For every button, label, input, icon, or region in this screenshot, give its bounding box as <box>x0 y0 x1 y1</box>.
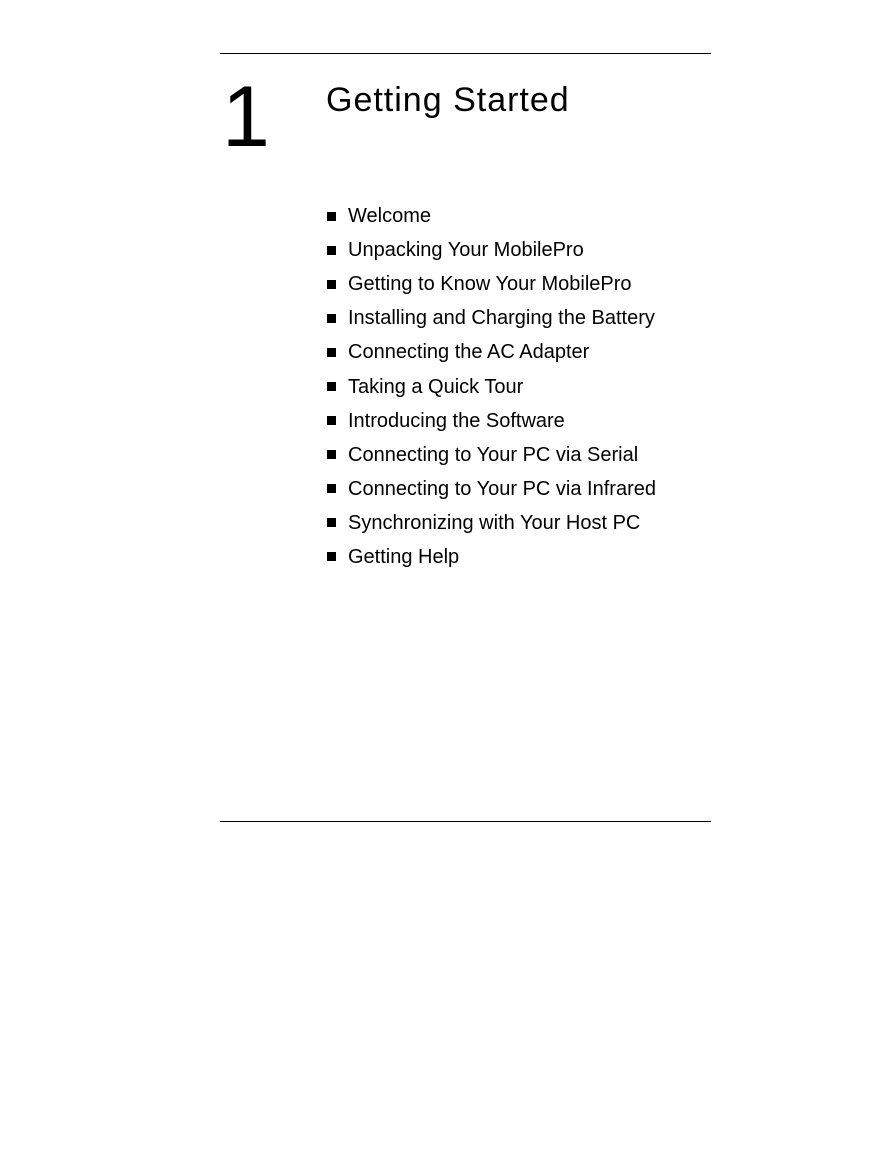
list-item <box>327 438 656 472</box>
topic-label: Getting to Know Your MobilePro <box>348 273 632 296</box>
bottom-rule <box>220 821 711 822</box>
list-item <box>327 540 656 574</box>
chapter-title: Getting Started <box>326 81 570 119</box>
square-bullet-icon <box>327 552 336 561</box>
topic-label: Welcome <box>348 205 431 228</box>
list-item <box>327 233 656 267</box>
topic-label: Connecting the AC Adapter <box>348 341 590 364</box>
square-bullet-icon <box>327 314 336 323</box>
topic-label: Getting Help <box>348 545 460 568</box>
square-bullet-icon <box>327 450 336 459</box>
square-bullet-icon <box>327 246 336 255</box>
topic-label: Installing and Charging the Battery <box>348 307 655 330</box>
topic-label: Connecting to Your PC via Serial <box>348 443 639 466</box>
square-bullet-icon <box>327 348 336 357</box>
list-item <box>327 369 656 403</box>
square-bullet-icon <box>327 518 336 527</box>
list-item <box>327 301 656 335</box>
topic-label: Introducing the Software <box>348 409 565 432</box>
chapter-topic-list <box>327 199 656 574</box>
square-bullet-icon <box>327 416 336 425</box>
topic-label: Taking a Quick Tour <box>348 375 524 398</box>
list-item <box>327 199 656 233</box>
top-rule <box>220 53 711 54</box>
topic-label: Unpacking Your MobilePro <box>348 239 584 262</box>
list-item <box>327 267 656 301</box>
topic-label: Connecting to Your PC via Infrared <box>348 477 656 500</box>
list-item <box>327 404 656 438</box>
square-bullet-icon <box>327 484 336 493</box>
list-item <box>327 506 656 540</box>
list-item <box>327 335 656 369</box>
chapter-number: 1 <box>222 69 268 165</box>
list-item <box>327 472 656 506</box>
square-bullet-icon <box>327 382 336 391</box>
topic-label: Synchronizing with Your Host PC <box>348 511 641 534</box>
square-bullet-icon <box>327 212 336 221</box>
square-bullet-icon <box>327 280 336 289</box>
